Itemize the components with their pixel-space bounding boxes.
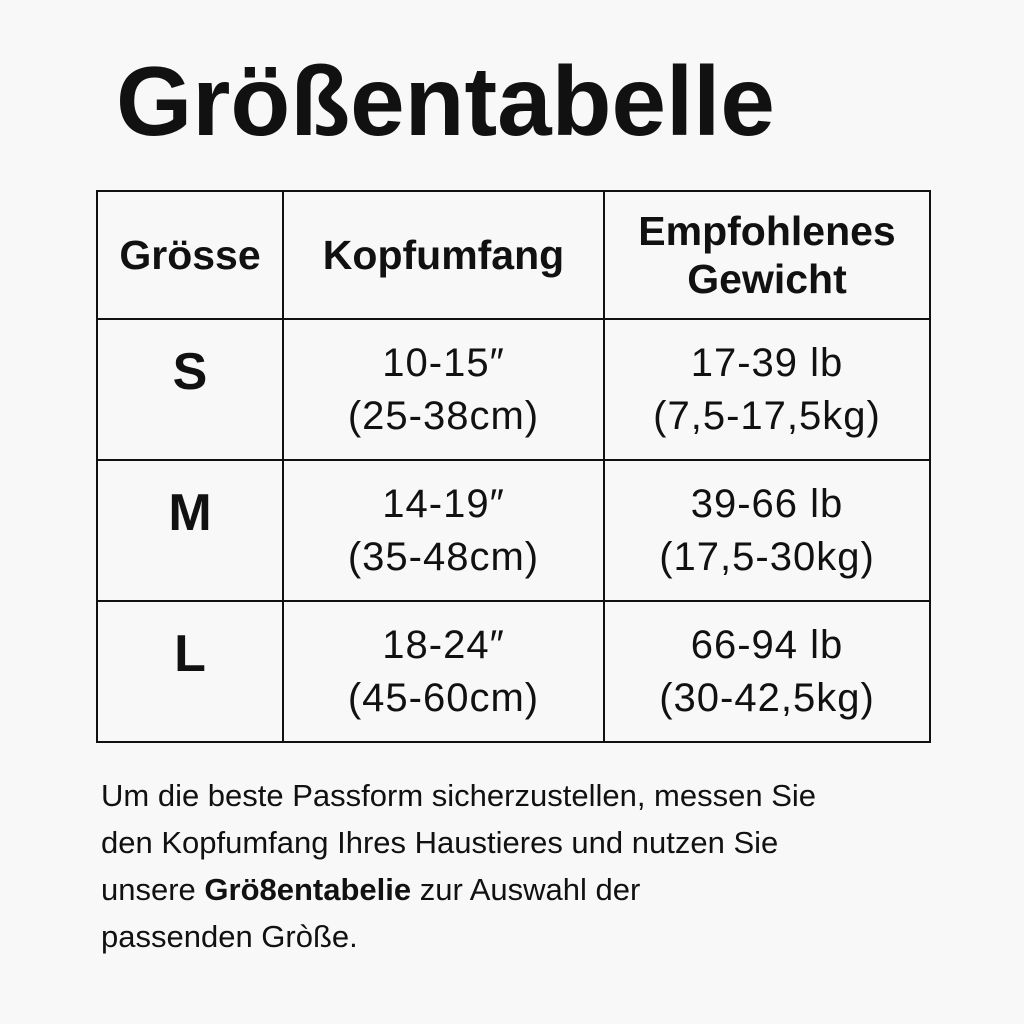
head-imperial: 14-19″ [382, 481, 505, 526]
weight-imperial: 66-94 lb [690, 622, 844, 667]
weight-metric: (30-42,5kg) [659, 675, 875, 720]
size-label: M [168, 484, 212, 542]
weight-imperial: 39-66 lb [690, 481, 844, 526]
head-metric: (45-60cm) [347, 675, 540, 720]
table-header-row [97, 191, 930, 319]
head-cell [283, 460, 604, 601]
note-line3-after: zur Auswahl der [411, 872, 641, 907]
note-line4: passenden Gròße. [101, 919, 358, 954]
table-row [97, 319, 930, 460]
note-line2: den Kopfumfang Ihres Haustieres und nutzen Sie [101, 825, 779, 860]
size-label: L [174, 625, 206, 683]
weight-cell [604, 319, 930, 460]
header-weight-line1: Empfohlenes [638, 208, 896, 254]
page-title: Größentabelle [116, 46, 775, 156]
head-cell [283, 319, 604, 460]
note-line3-before: unsere [101, 872, 205, 907]
weight-metric: (17,5-30kg) [659, 534, 875, 579]
note-line1: Um die beste Passform sicherzustellen, messen Sie [101, 778, 817, 813]
size-cell [97, 319, 283, 460]
head-imperial: 18-24″ [382, 622, 505, 667]
weight-cell [604, 601, 930, 742]
fit-instructions [101, 772, 961, 960]
header-head-circumference: Kopfumfang [283, 191, 604, 319]
size-chart-table [96, 190, 931, 743]
size-cell [97, 601, 283, 742]
size-label: S [172, 343, 208, 401]
weight-imperial: 17-39 lb [690, 340, 844, 385]
header-size: Grösse [97, 191, 283, 319]
head-imperial: 10-15″ [382, 340, 505, 385]
table-row [97, 601, 930, 742]
weight-cell [604, 460, 930, 601]
head-metric: (35-48cm) [347, 534, 540, 579]
header-recommended-weight [604, 191, 930, 319]
head-cell [283, 601, 604, 742]
head-metric: (25-38cm) [347, 393, 540, 438]
size-cell [97, 460, 283, 601]
weight-metric: (7,5-17,5kg) [653, 393, 881, 438]
table-row [97, 460, 930, 601]
header-weight-line2: Gewicht [687, 256, 847, 302]
note-size-chart-emphasis: Grö8entabelie [204, 872, 412, 907]
